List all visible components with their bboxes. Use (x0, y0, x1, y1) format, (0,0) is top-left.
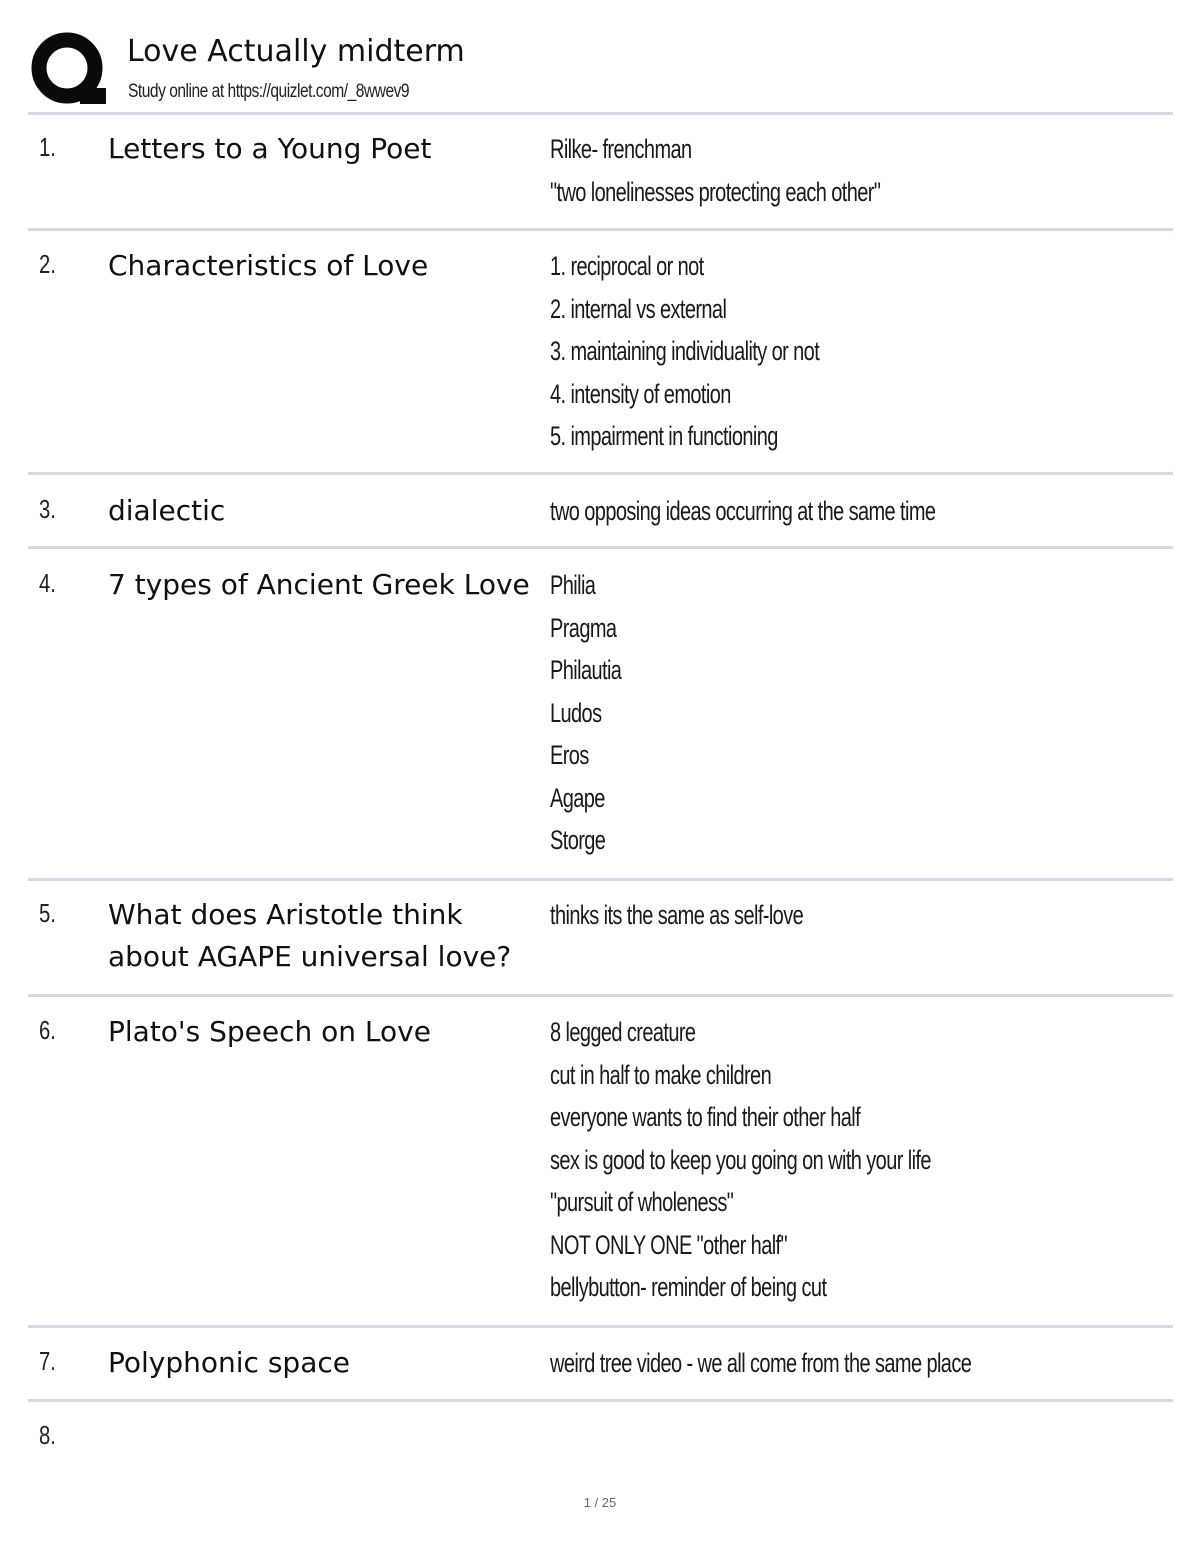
card-number: 4. (39, 568, 56, 598)
card-term: Letters to a Young Poet (108, 132, 432, 165)
definition-line: 3. maintaining individuality or not (550, 336, 820, 366)
card-number: 8. (39, 1420, 56, 1450)
definition-line: sex is good to keep you going on with your life (550, 1144, 931, 1175)
definition-line: two opposing ideas occurring at the same time (550, 496, 936, 526)
page-indicator: 1 / 25 (583, 1495, 617, 1510)
definition-line: 4. intensity of emotion (550, 378, 731, 409)
definition-line: bellybutton- reminder of being cut (550, 1272, 827, 1302)
definition-line: Philautia (550, 655, 622, 685)
study-online-link[interactable]: Study online at https://quizlet.com/_8wwev9 (128, 81, 410, 102)
definition-line: Ludos (550, 697, 602, 728)
card-definition (550, 245, 1142, 458)
card-number: 7. (39, 1346, 56, 1376)
definition-line: NOT ONLY ONE "other half" (550, 1229, 788, 1260)
divider (28, 546, 1173, 549)
card-definition (550, 490, 1142, 533)
divider (28, 994, 1173, 997)
definition-line: Philia (550, 570, 596, 600)
definition-line: thinks its the same as self-love (550, 900, 804, 930)
card-number: 5. (39, 898, 56, 928)
definition-line: everyone wants to find their other half (550, 1102, 861, 1132)
definition-line: "pursuit of wholeness" (550, 1187, 734, 1217)
definition-line: 8 legged creature (550, 1017, 696, 1047)
card-definition (550, 128, 1142, 213)
definition-line: weird tree video - we all come from the same place (550, 1348, 972, 1378)
divider (28, 878, 1173, 881)
card-term: dialectic (108, 494, 226, 527)
card-number: 1. (39, 132, 56, 162)
definition-line: Agape (550, 782, 605, 813)
card-term: Characteristics of Love (108, 249, 429, 282)
definition-line: Rilke- frenchman (550, 134, 692, 164)
card-number: 2. (39, 249, 56, 279)
card-definition (550, 894, 1142, 937)
definition-line: 1. reciprocal or not (550, 251, 704, 281)
set-title: Love Actually midterm (127, 34, 465, 69)
definition-line: "two lonelinesses protecting each other" (550, 176, 881, 207)
card-number: 3. (39, 494, 56, 524)
card-term: Plato's Speech on Love (108, 1015, 431, 1048)
divider (28, 472, 1173, 475)
card-term: 7 types of Ancient Greek Love (108, 568, 530, 601)
divider (28, 1399, 1173, 1402)
quizlet-q-logo-icon (30, 30, 108, 108)
divider (28, 112, 1173, 115)
divider (28, 228, 1173, 231)
divider (28, 1325, 1173, 1328)
definition-line: Eros (550, 740, 589, 770)
card-number: 6. (39, 1015, 56, 1045)
card-term: What does Aristotle think about AGAPE universal love? (108, 898, 512, 973)
definition-line: Pragma (550, 612, 617, 643)
card-definition (550, 564, 1142, 862)
card-definition (550, 1342, 1142, 1385)
definition-line: 2. internal vs external (550, 293, 727, 324)
definition-line: 5. impairment in functioning (550, 421, 778, 451)
card-definition (550, 1011, 1142, 1309)
document-header (30, 28, 1172, 112)
definition-line: cut in half to make children (550, 1059, 772, 1090)
definition-line: Storge (550, 825, 606, 855)
card-term: Polyphonic space (108, 1346, 350, 1379)
